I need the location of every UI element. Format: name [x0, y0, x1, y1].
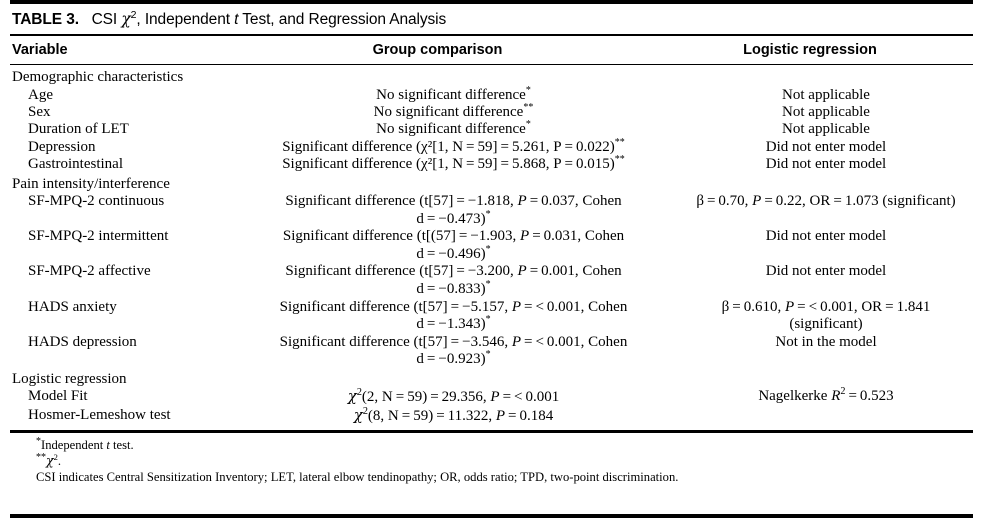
- cell-logistic-regression: Did not enter model: [765, 156, 887, 173]
- cell-line-1: Significant difference (t[57] = −5.157, P = < 0.001, Cohen: [279, 298, 628, 315]
- column-header-logistic-regression: Logistic regression: [743, 41, 877, 58]
- cell-line-2: d = −0.833)*: [416, 279, 491, 297]
- cell-logistic-regression: Not applicable: [782, 104, 870, 120]
- row-label-hads-anxiety: HADS anxiety: [28, 298, 117, 315]
- row-label-age: Age: [28, 86, 53, 103]
- table-row: [10, 299, 973, 334]
- cell-logistic-regression: β = 0.70, P = 0.22, OR = 1.073 (significant): [696, 193, 956, 210]
- table-footnotes: [10, 433, 973, 487]
- row-label-sf-mpq-2-continuous: SF-MPQ-2 continuous: [28, 193, 165, 210]
- row-label-gastrointestinal: Gastrointestinal: [28, 156, 123, 173]
- cell-line-2: d = −0.496)*: [416, 243, 491, 262]
- cell-group-comparison: [246, 228, 661, 263]
- table-row: [10, 407, 973, 425]
- footnote-abbreviations: CSI indicates Central Sensitization Inventory; LET, lateral elbow tendinopathy; OR, odds ratio; TPD, two-point discrimination.: [36, 469, 679, 484]
- footnote-2: $^{**}\chi^2$.: [36, 452, 62, 469]
- row-label-model-fit: Model Fit: [28, 388, 88, 405]
- cell-line-1: β = 0.610, P = < 0.001, OR = 1.841: [721, 298, 931, 315]
- row-label-sf-mpq-2-affective: SF-MPQ-2 affective: [28, 263, 151, 280]
- table-row: [10, 193, 973, 228]
- cell-group-comparison: [246, 334, 661, 369]
- cell-group-comparison: Significant difference (χ²[1, N = 59] = 5.868, P = 0.015)**: [282, 154, 625, 173]
- table-row: [10, 84, 973, 104]
- table-row: [10, 371, 973, 388]
- table-body: [10, 65, 973, 425]
- cell-group-comparison: [246, 193, 661, 228]
- table-row: [10, 121, 973, 138]
- cell-logistic-regression: [661, 299, 983, 334]
- cell-group-comparison: No significant difference*: [376, 119, 531, 138]
- cell-group-comparison: [246, 299, 661, 334]
- table-row: [10, 228, 973, 263]
- cell-line-1: Significant difference (t[57] = −3.546, P = < 0.001, Cohen: [279, 333, 628, 350]
- footnote-1: *Independent t test.: [36, 436, 134, 453]
- cell-line-2: d = −1.343)*: [416, 314, 491, 333]
- table-number: TABLE 3.: [12, 11, 79, 28]
- table-row: [10, 334, 973, 369]
- row-label-duration-of-let: Duration of LET: [28, 121, 129, 138]
- table-row: [10, 136, 973, 156]
- cell-logistic-regression: Not applicable: [782, 86, 870, 103]
- cell-logistic-regression: Not applicable: [782, 121, 870, 138]
- cell-group-comparison: $\chi^2(8$, N = 59) = 11.322, P = 0.184: [353, 405, 554, 424]
- cell-logistic-regression: Did not enter model: [765, 263, 887, 280]
- cell-group-comparison: No significant difference*: [376, 84, 531, 103]
- cell-line-2: d = −0.473)*: [416, 208, 491, 227]
- cell-line-1: Significant difference (t[57] = −3.200, P = 0.001, Cohen: [285, 263, 622, 280]
- cell-line-1: Significant difference (t[57] = −1.818, P = 0.037, Cohen: [285, 193, 622, 210]
- cell-group-comparison: Significant difference (χ²[1, N = 59] = 5.261, P = 0.022)**: [282, 136, 625, 155]
- table-title: CSI $\chi^2$, Independent t Test, and Regression Analysis: [83, 8, 447, 28]
- cell-logistic-regression: Did not enter model: [765, 228, 887, 245]
- column-header-group-comparison: Group comparison: [372, 41, 503, 58]
- section-heading-logistic-regression: Logistic regression: [12, 370, 127, 387]
- table-row: [10, 69, 973, 86]
- cell-logistic-regression: Not in the model: [775, 333, 877, 350]
- row-label-hads-depression: HADS depression: [28, 333, 137, 350]
- cell-logistic-regression: Nagelkerke $R^2 = 0.523$: [758, 386, 894, 405]
- column-header-variable: Variable: [12, 41, 68, 58]
- table-row: [10, 156, 973, 173]
- cell-logistic-regression: Did not enter model: [765, 138, 887, 155]
- table-row: [10, 388, 973, 406]
- row-label-sf-mpq-2-intermittent: SF-MPQ-2 intermittent: [28, 228, 169, 245]
- table-row: [10, 176, 973, 193]
- table-bottom-rule: [10, 514, 973, 518]
- cell-line-1: Significant difference (t[(57] = −1.903, P = 0.031, Cohen: [282, 228, 625, 245]
- section-heading-pain-intensity: Pain intensity/interference: [12, 175, 170, 192]
- cell-group-comparison: $\chi^2(2$, N = 59) = 29.356, P = < 0.001: [347, 387, 560, 406]
- cell-group-comparison: No significant difference**: [373, 102, 534, 120]
- cell-line-2: (significant): [789, 316, 863, 333]
- row-label-depression: Depression: [28, 138, 96, 155]
- row-label-sex: Sex: [28, 104, 51, 120]
- table-row: [10, 104, 973, 121]
- cell-group-comparison: [246, 263, 661, 298]
- table-row: [10, 263, 973, 298]
- row-label-hosmer-lemeshow-test: Hosmer-Lemeshow test: [28, 406, 171, 423]
- table-caption: [10, 4, 973, 34]
- section-heading-demographic: Demographic characteristics: [12, 69, 184, 86]
- table-header-row: [10, 36, 973, 64]
- cell-line-2: d = −0.923)*: [416, 349, 491, 368]
